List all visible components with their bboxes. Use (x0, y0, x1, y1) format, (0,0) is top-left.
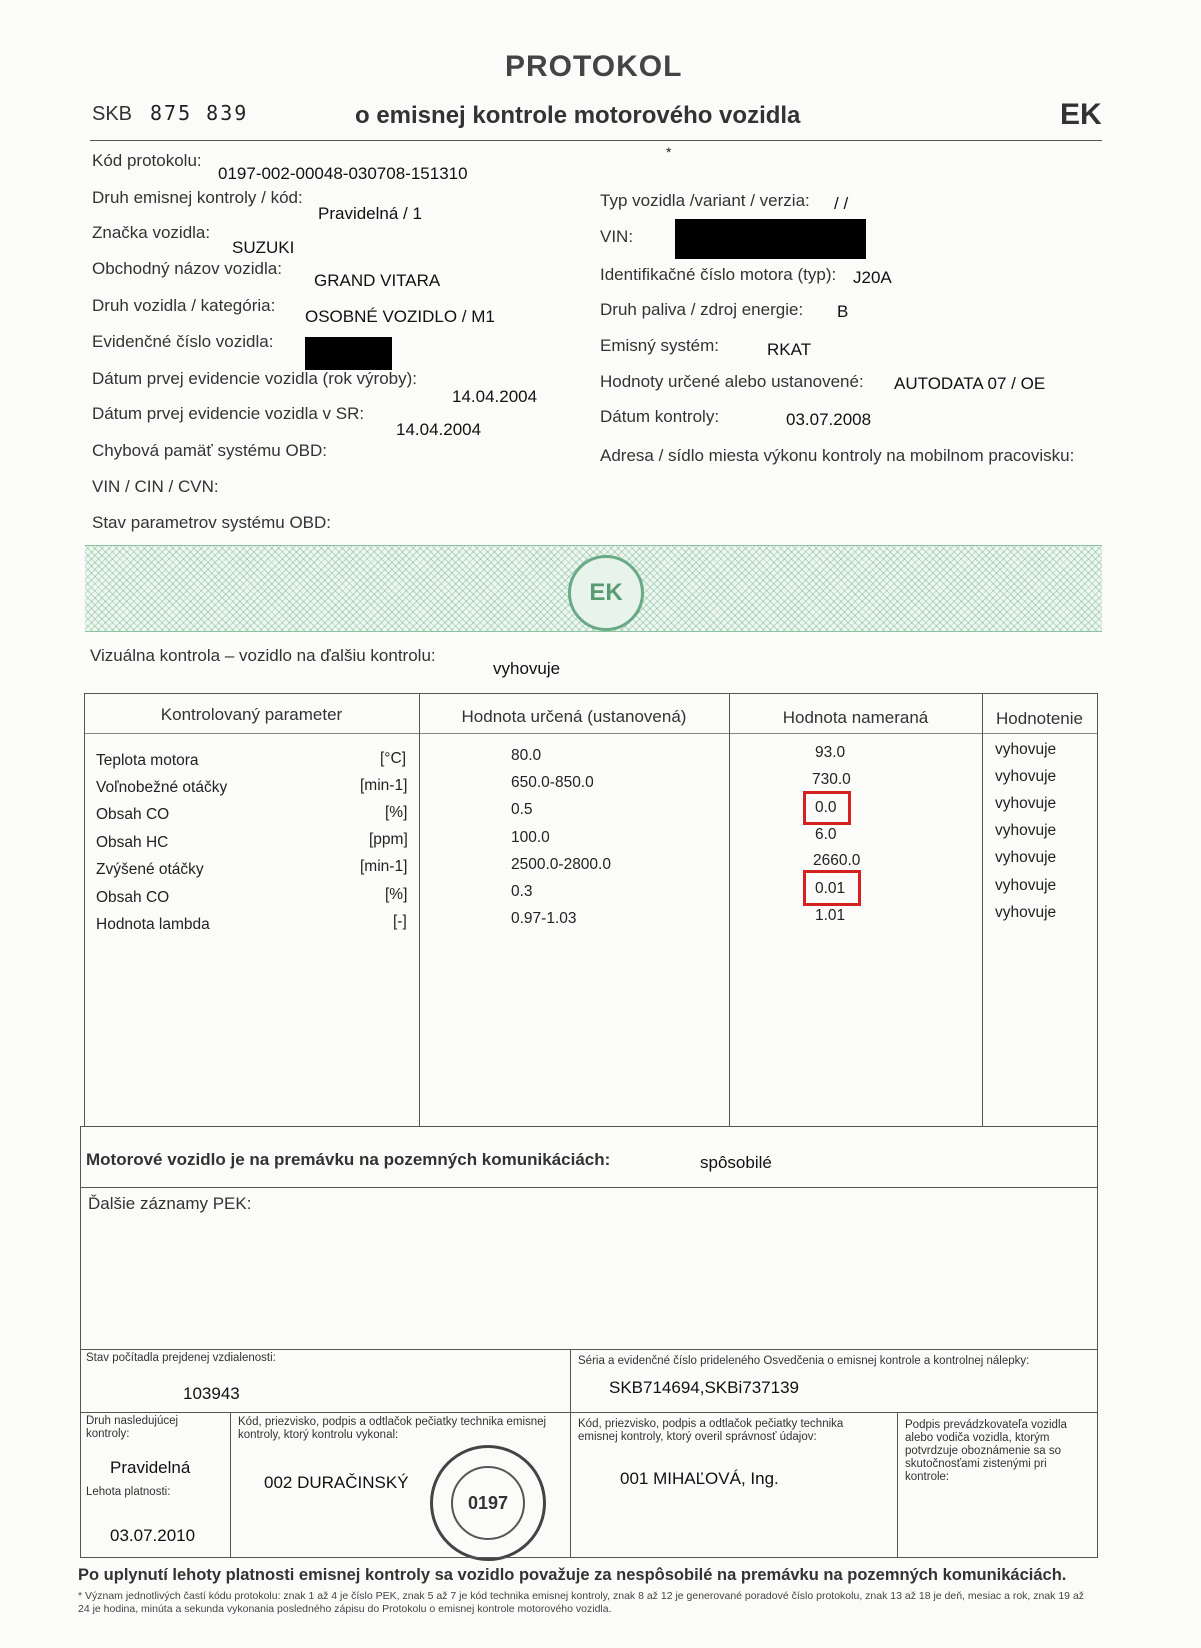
footer-row2-border (80, 1412, 1098, 1413)
table-right-border (1097, 693, 1098, 1126)
series-cert-value: SKB714694,SKBi737139 (609, 1378, 799, 1397)
motor-value: J20A (853, 268, 892, 287)
row5-unit: [min-1] (360, 858, 408, 875)
row6-result: vyhovuje (995, 877, 1057, 894)
row4-unit: [ppm] (369, 831, 408, 848)
datum-prvej-value: 14.04.2004 (452, 387, 538, 406)
emisny-label: Emisný systém: (600, 336, 720, 355)
druh-kategoria-label: Druh vozidla / kategória: (92, 296, 276, 315)
znacka-label: Značka vozidla: (92, 223, 211, 242)
table-col-divider-2 (729, 693, 730, 1126)
ecv-label: Evidenčné číslo vozidla: (92, 332, 274, 351)
row1-unit: [°C] (380, 750, 407, 767)
row2-param: Voľnobežné otáčky (96, 779, 228, 796)
row6-spec: 0.3 (511, 883, 533, 900)
validity-warning: Po uplynutí lehoty platnosti emisnej kontroly sa vozidlo považuje za nespôsobilé na premávku na pozemných komunikáciách. (78, 1566, 1067, 1584)
row3-unit: [%] (385, 804, 408, 821)
typ-value: / / (834, 194, 849, 213)
row5-spec: 2500.0-2800.0 (511, 856, 611, 873)
row3-measured: 0.0 (815, 799, 837, 816)
row3-param: Obsah CO (96, 806, 170, 823)
row5-measured: 2660.0 (813, 852, 861, 869)
row5-result: vyhovuje (995, 849, 1057, 866)
znacka-value: SUZUKI (232, 238, 295, 257)
obchodny-nazov-value: GRAND VITARA (314, 271, 441, 290)
emisny-value: RKAT (767, 340, 812, 359)
technician-value: 002 DURAČINSKÝ (264, 1473, 409, 1492)
series-label: SKB (92, 103, 133, 125)
vin-redaction (675, 219, 866, 259)
row6-param: Obsah CO (96, 889, 170, 906)
row4-param: Obsah HC (96, 834, 169, 851)
table-header-border (84, 733, 1098, 734)
druh-ek-value: Pravidelná / 1 (318, 204, 422, 223)
document-title: PROTOKOL (505, 50, 683, 83)
next-check-value: Pravidelná (110, 1458, 191, 1477)
asterisk-mark: * (666, 144, 672, 160)
motor-label: Identifikačné číslo motora (typ): (600, 265, 837, 284)
row4-result: vyhovuje (995, 822, 1057, 839)
ek-emblem: EK (568, 555, 644, 631)
vin-label: VIN: (600, 227, 634, 246)
row4-measured: 6.0 (815, 826, 837, 843)
footer-col-divider-1 (230, 1412, 231, 1557)
validity-label: Lehota platnosti: (86, 1486, 171, 1498)
row1-result: vyhovuje (995, 741, 1057, 758)
verdict-label: Motorové vozidlo je na premávku na pozemných komunikáciách: (86, 1150, 611, 1169)
table-header-parameter: Kontrolovaný parameter (160, 705, 343, 724)
odometer-label: Stav počítadla prejdenej vzdialenosti: (86, 1352, 276, 1364)
druh-kategoria-value: OSOBNÉ VOZIDLO / M1 (305, 307, 495, 326)
row7-spec: 0.97-1.03 (511, 910, 577, 927)
lower-left-border (80, 1126, 81, 1557)
table-top-border (84, 693, 1098, 694)
adresa-label: Adresa / sídlo miesta výkonu kontroly na mobilnom pracovisku: (600, 446, 1075, 465)
verifier-label: Kód, priezvisko, podpis a odtlačok pečiatky technika emisnej kontroly, ktorý overil správnosť údajov: (578, 1418, 844, 1443)
row6-unit: [%] (385, 886, 408, 903)
highlight-box-co-high (803, 870, 861, 906)
row7-param: Hodnota lambda (96, 916, 210, 933)
druh-ek-label: Druh emisnej kontroly / kód: (92, 188, 303, 207)
odometer-value: 103943 (183, 1384, 240, 1403)
verdict-top-border (80, 1126, 1098, 1127)
technician-label: Kód, priezvisko, podpis a odtlačok pečiatky technika emisnej kontroly, ktorý kontrolu vykonal: (238, 1416, 547, 1441)
row3-spec: 0.5 (511, 801, 533, 818)
row7-unit: [-] (393, 913, 407, 930)
visual-check-value: vyhovuje (493, 659, 561, 678)
footer-mid-divider (570, 1349, 571, 1557)
row2-spec: 650.0-850.0 (511, 774, 594, 791)
row1-param: Teplota motora (96, 752, 199, 769)
highlight-box-co-idle (803, 791, 851, 825)
row2-measured: 730.0 (812, 771, 851, 788)
dalsie-top-border (80, 1187, 1098, 1188)
footer-col-divider-3 (897, 1412, 898, 1557)
datum-kontroly-value: 03.07.2008 (786, 410, 872, 429)
next-check-label: Druh nasledujúcej kontroly: (86, 1415, 179, 1440)
footer-bottom-border (80, 1557, 1098, 1558)
verifier-value: 001 MIHAĽOVÁ, Ing. (620, 1469, 779, 1488)
row7-result: vyhovuje (995, 904, 1057, 921)
row3-result: vyhovuje (995, 795, 1057, 812)
palivo-label: Druh paliva / zdroj energie: (600, 300, 804, 319)
series-number: 875 839 (150, 101, 249, 125)
hodnoty-value: AUTODATA 07 / OE (894, 374, 1046, 393)
hodnoty-label: Hodnoty určené alebo ustanovené: (600, 372, 864, 391)
kod-protokolu-label: Kód protokolu: (92, 151, 202, 170)
header-divider (90, 140, 1102, 141)
footnote: * Význam jednotlivých častí kódu protokolu: znak 1 až 4 je číslo PEK, znak 5 až 7 je kód technika emisnej kontroly, znak 8 až 12 je generované poradové číslo protokolu, znak 13 až 18 je deň, mesiac a rok, znak 19 až 24 je hodina, minúta a sekunda vykonania posledného zápisu do Protokolu o emisnej kontrole motorového vozidla. (78, 1590, 1085, 1615)
typ-label: Typ vozidla /variant / verzia: (600, 191, 810, 210)
datum-prvej-sr-label: Dátum prvej evidencie vozidla v SR: (92, 404, 365, 423)
row7-measured: 1.01 (815, 907, 846, 924)
table-col-divider-3 (982, 693, 983, 1126)
table-header-result: Hodnotenie (996, 709, 1083, 728)
palivo-value: B (837, 302, 849, 321)
ecv-redaction (305, 337, 392, 370)
owner-signature-label: Podpis prevádzkovateľa vozidla alebo vodiča vozidla, ktorým potvrdzuje oboznámenie sa so skutočnosťami zistenými pri kontrole: (905, 1419, 1067, 1483)
document-subtitle: o emisnej kontrole motorového vozidla (355, 102, 801, 129)
footer-top-border (80, 1349, 1098, 1350)
official-stamp (430, 1445, 546, 1561)
datum-prvej-sr-value: 14.04.2004 (396, 420, 482, 439)
obchodny-nazov-label: Obchodný názov vozidla: (92, 259, 282, 278)
stamp-number: 0197 (451, 1466, 525, 1540)
row5-param: Zvýšené otáčky (96, 861, 204, 878)
ek-mark-header: EK (1060, 98, 1102, 131)
dalsie-label: Ďalšie záznamy PEK: (88, 1194, 252, 1213)
row1-measured: 93.0 (815, 744, 846, 761)
lower-right-border (1097, 1126, 1098, 1557)
datum-prvej-label: Dátum prvej evidencie vozidla (rok výroby): (92, 369, 418, 388)
table-header-measured: Hodnota nameraná (782, 708, 929, 727)
row6-measured: 0.01 (815, 880, 846, 897)
table-col-divider-1 (419, 693, 420, 1126)
row2-result: vyhovuje (995, 768, 1057, 785)
row2-unit: [min-1] (360, 777, 408, 794)
kod-protokolu-value: 0197-002-00048-030708-151310 (218, 164, 468, 183)
row1-spec: 80.0 (511, 747, 542, 764)
chybova-pamat-label: Chybová pamäť systému OBD: (92, 441, 328, 460)
row4-spec: 100.0 (511, 829, 550, 846)
series-cert-label: Séria a evidenčné číslo prideleného Osvedčenia o emisnej kontrole a kontrolnej nálepky: (578, 1355, 1030, 1367)
datum-kontroly-label: Dátum kontroly: (600, 407, 720, 426)
stav-obd-label: Stav parametrov systému OBD: (92, 513, 332, 532)
validity-value: 03.07.2010 (110, 1526, 196, 1545)
table-header-spec: Hodnota určená (ustanovená) (461, 707, 687, 726)
table-left-border (84, 693, 85, 1126)
verdict-value: spôsobilé (700, 1153, 772, 1172)
visual-check-label: Vizuálna kontrola – vozidlo na ďalšiu kontrolu: (90, 646, 436, 665)
vin-cin-label: VIN / CIN / CVN: (92, 477, 219, 496)
